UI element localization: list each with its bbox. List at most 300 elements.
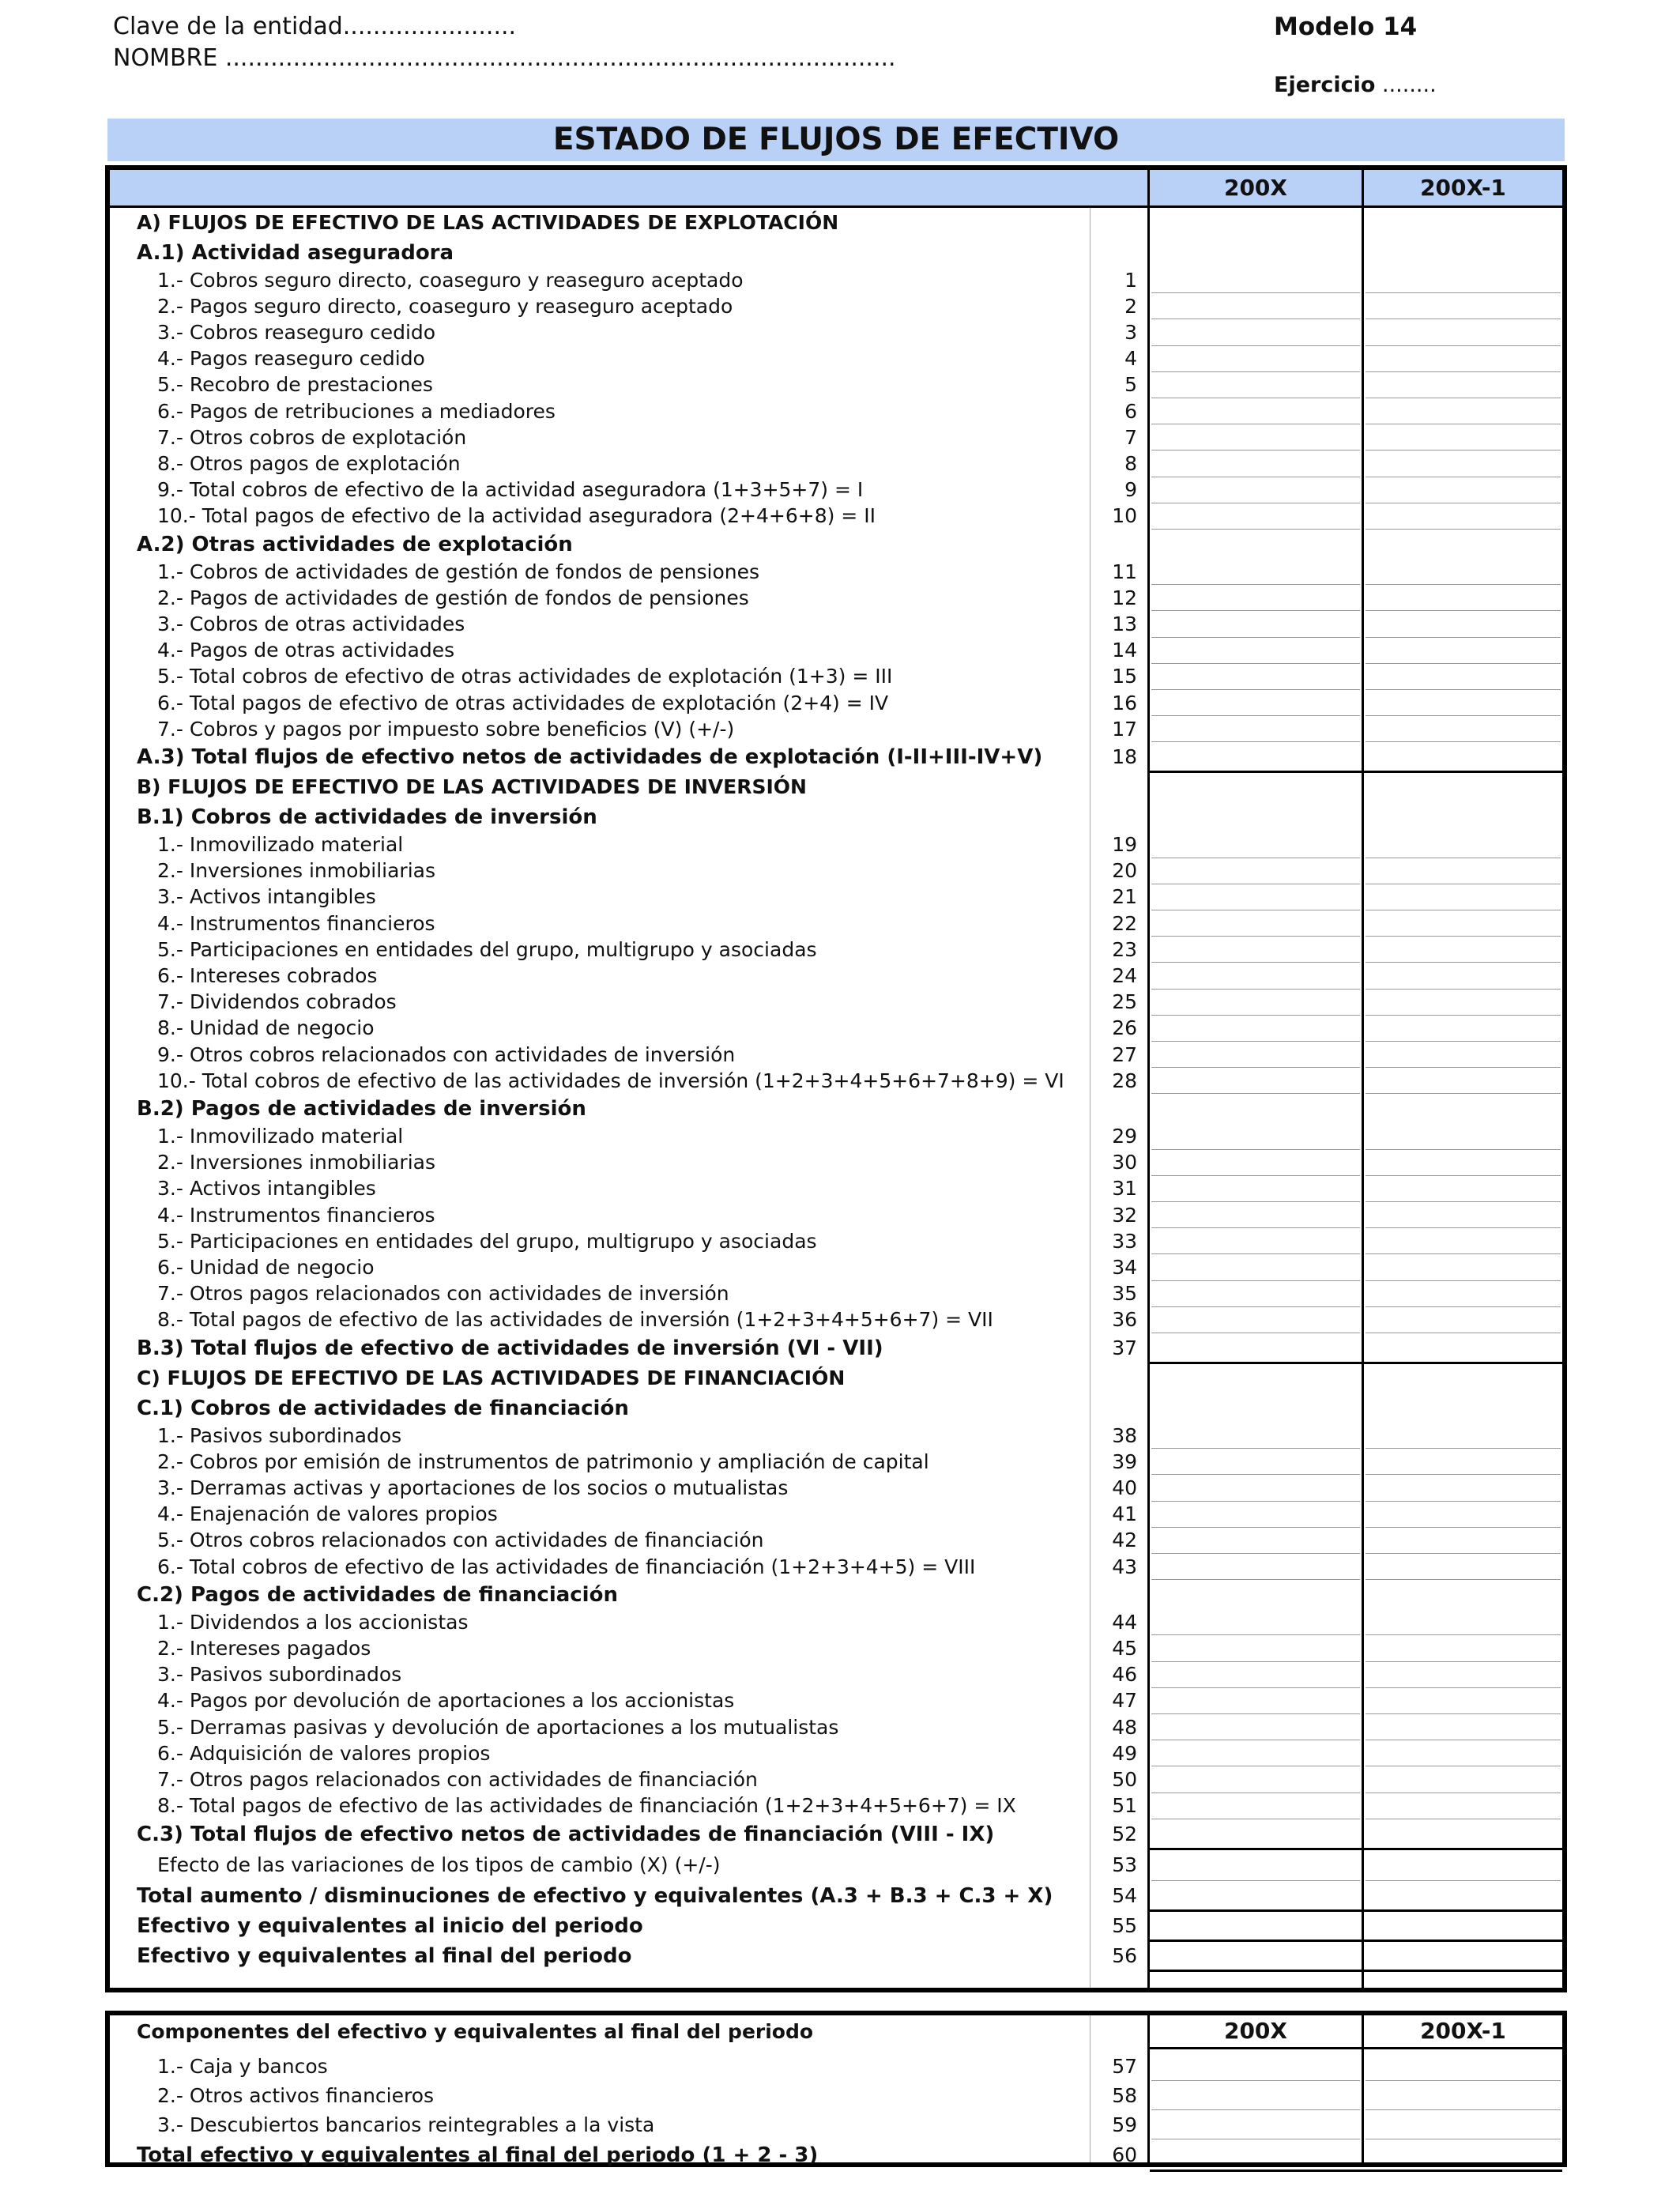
row-label: B.1) Cobros de actividades de inversión	[137, 805, 597, 829]
fiscal-year-label: Ejercicio	[1274, 73, 1376, 97]
table-row	[110, 585, 1562, 611]
value-cell-previous[interactable]	[1365, 1176, 1561, 1202]
value-cell-previous[interactable]	[1365, 1609, 1561, 1635]
row-code: 37	[1112, 1336, 1137, 1359]
value-cell-previous[interactable]	[1365, 1228, 1561, 1254]
value-cell-current[interactable]	[1151, 1254, 1360, 1280]
value-cell-previous[interactable]	[1365, 1042, 1561, 1068]
row-label: 5.- Recobro de prestaciones	[157, 373, 433, 397]
value-cell-previous[interactable]	[1365, 1662, 1561, 1688]
row-label: 3.- Cobros reaseguro cedido	[157, 320, 436, 344]
row-label: 7.- Otros pagos relacionados con actividades de financiación	[157, 1767, 758, 1791]
value-cell-previous[interactable]	[1365, 1941, 1561, 1971]
value-cell-previous[interactable]	[1365, 963, 1561, 989]
value-cell-previous[interactable]	[1365, 559, 1561, 585]
row-label: A.1) Actividad aseguradora	[137, 240, 454, 265]
value-cell-previous[interactable]	[1365, 1881, 1561, 1911]
row-code: 44	[1112, 1610, 1137, 1634]
row-code: 59	[1112, 2113, 1137, 2136]
table-row	[110, 1150, 1562, 1176]
value-cell-previous[interactable]	[1365, 831, 1561, 858]
value-cell-current[interactable]	[1151, 1714, 1360, 1740]
value-cell-previous[interactable]	[1365, 1740, 1561, 1766]
value-cell-previous[interactable]	[1365, 450, 1561, 477]
table-row	[110, 477, 1562, 503]
row-code: 27	[1112, 1042, 1137, 1066]
value-cell-current[interactable]	[1151, 1849, 1360, 1881]
row-label: Total aumento / disminuciones de efectivo y equivalentes (A.3 + B.3 + C.3 + X)	[137, 1883, 1053, 1908]
value-cell-current[interactable]	[1151, 937, 1360, 963]
table-row	[110, 1123, 1562, 1149]
value-cell-current[interactable]	[1151, 450, 1360, 477]
value-cell-current[interactable]	[1151, 398, 1360, 424]
row-label: 7.- Otros pagos relacionados con actividades de inversión	[157, 1282, 729, 1306]
row-label: 6.- Intereses cobrados	[157, 963, 378, 987]
row-label: 6.- Adquisición de valores propios	[157, 1741, 491, 1765]
table-row	[110, 2139, 1562, 2171]
table-row	[110, 398, 1562, 424]
value-cell-previous[interactable]	[1365, 1911, 1561, 1941]
fiscal-year-dots: ........	[1382, 73, 1437, 97]
row-label: 7.- Dividendos cobrados	[157, 990, 397, 1014]
row-code: 50	[1112, 1767, 1137, 1791]
value-cell-current[interactable]	[1151, 1333, 1360, 1363]
value-cell-current[interactable]	[1151, 1502, 1360, 1528]
table-row	[110, 1228, 1562, 1254]
value-cell-previous[interactable]	[1365, 293, 1561, 319]
row-code: 18	[1112, 745, 1137, 769]
components-header-current: 200X	[1223, 2018, 1288, 2044]
row-label: B.3) Total flujos de efectivo de actividades de inversión (VI - VII)	[137, 1336, 883, 1360]
row-code: 3	[1124, 320, 1137, 344]
value-cell-previous[interactable]	[1365, 346, 1561, 372]
value-cell-current[interactable]	[1151, 372, 1360, 398]
value-cell-current[interactable]	[1151, 742, 1360, 772]
row-code: 7	[1124, 425, 1137, 449]
row-code: 6	[1124, 399, 1137, 423]
table-row	[110, 638, 1562, 664]
table-row	[110, 1941, 1562, 1971]
value-cell-current[interactable]	[1151, 293, 1360, 319]
total-separator	[1150, 2169, 1562, 2172]
table-row	[110, 1254, 1562, 1280]
row-code: 34	[1112, 1255, 1137, 1279]
row-label: 2.- Inversiones inmobiliarias	[157, 1151, 435, 1174]
row-label: 5.- Derramas pasivas y devolución de aportaciones a los mutualistas	[157, 1715, 839, 1739]
value-cell-previous[interactable]	[1365, 1068, 1561, 1094]
value-cell-previous[interactable]	[1365, 424, 1561, 450]
row-label: 4.- Instrumentos financieros	[157, 1203, 435, 1227]
table-row	[110, 1714, 1562, 1740]
value-cell-previous[interactable]	[1365, 1849, 1561, 1881]
value-cell-current[interactable]	[1151, 503, 1360, 530]
value-cell-current[interactable]	[1151, 690, 1360, 716]
row-code: 10	[1112, 504, 1137, 528]
row-code: 23	[1112, 937, 1137, 961]
value-cell-current[interactable]	[1151, 1176, 1360, 1202]
row-label: B) FLUJOS DE EFECTIVO DE LAS ACTIVIDADES DE INVERSIÓN	[137, 775, 807, 799]
value-cell-previous[interactable]	[1365, 1123, 1561, 1149]
value-cell-previous[interactable]	[1365, 1202, 1561, 1228]
table-row	[110, 293, 1562, 319]
value-cell-current[interactable]	[1151, 884, 1360, 910]
table-row	[110, 802, 1562, 831]
row-label: 9.- Otros cobros relacionados con actividades de inversión	[157, 1042, 736, 1066]
row-code: 55	[1112, 1913, 1137, 1937]
row-code: 41	[1112, 1502, 1137, 1526]
row-code: 45	[1112, 1636, 1137, 1660]
value-cell-current[interactable]	[1151, 1881, 1360, 1911]
table-row	[110, 238, 1562, 267]
row-label: 2.- Pagos seguro directo, coaseguro y reaseguro aceptado	[157, 294, 733, 318]
row-label: 1.- Inmovilizado material	[157, 1124, 404, 1148]
row-code: 25	[1112, 990, 1137, 1014]
row-label: 4.- Pagos por devolución de aportaciones a los accionistas	[157, 1689, 735, 1713]
value-cell-previous[interactable]	[1365, 1714, 1561, 1740]
table-row	[110, 611, 1562, 637]
row-label: 3.- Activos intangibles	[157, 885, 376, 909]
table-row	[110, 2052, 1562, 2081]
value-cell-previous[interactable]	[1365, 2110, 1561, 2139]
value-cell-current[interactable]	[1151, 990, 1360, 1016]
value-cell-previous[interactable]	[1365, 1333, 1561, 1363]
table-row	[110, 990, 1562, 1016]
row-label: 2.- Cobros por emisión de instrumentos de patrimonio y ampliación de capital	[157, 1449, 929, 1473]
row-code: 51	[1112, 1794, 1137, 1818]
table-row	[110, 742, 1562, 772]
value-cell-current[interactable]	[1151, 1941, 1360, 1971]
row-code: 17	[1112, 717, 1137, 741]
table-row	[110, 1307, 1562, 1333]
row-label: 4.- Instrumentos financieros	[157, 911, 435, 935]
table-row	[110, 1502, 1562, 1528]
row-code: 52	[1112, 1822, 1137, 1845]
table-row	[110, 1580, 1562, 1609]
row-label: 6.- Unidad de negocio	[157, 1255, 375, 1279]
value-cell-previous[interactable]	[1365, 2081, 1561, 2110]
table-row	[110, 1881, 1562, 1911]
value-cell-current[interactable]	[1151, 910, 1360, 937]
table-row	[110, 2110, 1562, 2139]
value-cell-previous[interactable]	[1365, 1281, 1561, 1307]
row-code: 60	[1112, 2143, 1137, 2166]
table-row	[110, 1281, 1562, 1307]
row-label: 9.- Total cobros de efectivo de la actividad aseguradora (1+3+5+7) = I	[157, 478, 864, 502]
row-label: 2.- Otros activos financieros	[157, 2083, 435, 2107]
table-row	[110, 1475, 1562, 1501]
row-label: C.3) Total flujos de efectivo netos de actividades de financiación (VIII - IX)	[137, 1822, 995, 1846]
table-row	[110, 772, 1562, 802]
value-cell-previous[interactable]	[1365, 1502, 1561, 1528]
value-cell-current[interactable]	[1151, 346, 1360, 372]
row-code: 21	[1112, 885, 1137, 909]
table-row	[110, 1068, 1562, 1094]
value-cell-previous[interactable]	[1365, 1688, 1561, 1714]
value-cell-current[interactable]	[1151, 831, 1360, 858]
row-label: A.3) Total flujos de efectivo netos de actividades de explotación (I-II+III-IV+V)	[137, 745, 1043, 770]
value-cell-current[interactable]	[1151, 1123, 1360, 1149]
value-cell-previous[interactable]	[1365, 716, 1561, 742]
row-code: 1	[1124, 268, 1137, 292]
value-cell-previous[interactable]	[1365, 1016, 1561, 1042]
value-cell-current[interactable]	[1151, 1042, 1360, 1068]
row-code: 30	[1112, 1151, 1137, 1174]
row-code: 42	[1112, 1529, 1137, 1552]
row-label: 5.- Participaciones en entidades del grupo, multigrupo y asociadas	[157, 1229, 817, 1253]
table-row	[110, 1176, 1562, 1202]
page-title: ESTADO DE FLUJOS DE EFECTIVO	[107, 119, 1565, 161]
name-field[interactable]: NOMBRE .........................................................................................	[113, 44, 896, 72]
value-cell-current[interactable]	[1151, 1202, 1360, 1228]
value-cell-previous[interactable]	[1365, 2052, 1561, 2081]
row-code: 9	[1124, 478, 1137, 502]
row-label: 10.- Total cobros de efectivo de las actividades de inversión (1+2+3+4+5+6+7+8+9) = VI	[157, 1069, 1064, 1092]
value-cell-current[interactable]	[1151, 424, 1360, 450]
value-cell-current[interactable]	[1151, 1740, 1360, 1766]
table-row	[110, 1094, 1562, 1123]
table-row	[110, 450, 1562, 477]
table-row	[110, 858, 1562, 884]
row-code: 39	[1112, 1449, 1137, 1473]
value-cell-previous[interactable]	[1365, 319, 1561, 345]
row-label: C) FLUJOS DE EFECTIVO DE LAS ACTIVIDADES DE FINANCIACIÓN	[137, 1367, 846, 1389]
row-label: 3.- Pasivos subordinados	[157, 1663, 402, 1687]
value-cell-current[interactable]	[1151, 611, 1360, 637]
table-row	[110, 1554, 1562, 1580]
value-cell-previous[interactable]	[1365, 1819, 1561, 1849]
row-label: 6.- Total cobros de efectivo de las actividades de financiación (1+2+3+4+5) = VIII	[157, 1555, 976, 1578]
row-code: 8	[1124, 451, 1137, 475]
row-code: 32	[1112, 1203, 1137, 1227]
row-label: 8.- Otros pagos de explotación	[157, 451, 461, 475]
table-row	[110, 1688, 1562, 1714]
components-header-rule	[1150, 2047, 1562, 2049]
value-cell-previous[interactable]	[1365, 1423, 1561, 1449]
value-cell-current[interactable]	[1151, 1068, 1360, 1094]
value-cell-previous[interactable]	[1365, 990, 1561, 1016]
value-cell-previous[interactable]	[1365, 690, 1561, 716]
value-cell-previous[interactable]	[1365, 267, 1561, 293]
value-cell-previous[interactable]	[1365, 372, 1561, 398]
table-row	[110, 716, 1562, 742]
value-cell-current[interactable]	[1151, 1528, 1360, 1554]
value-cell-current[interactable]	[1151, 1688, 1360, 1714]
table-row	[110, 1016, 1562, 1042]
value-cell-current[interactable]	[1151, 1793, 1360, 1819]
row-code: 48	[1112, 1715, 1137, 1739]
value-cell-previous[interactable]	[1365, 1793, 1561, 1819]
value-cell-current[interactable]	[1151, 585, 1360, 611]
value-cell-current[interactable]	[1151, 1662, 1360, 1688]
cash-flow-table	[105, 165, 1567, 1992]
table-row	[110, 1911, 1562, 1941]
row-code: 53	[1112, 1853, 1137, 1876]
entity-key-field[interactable]: Clave de la entidad.......................	[113, 13, 517, 40]
table-row	[110, 346, 1562, 372]
table-row	[110, 530, 1562, 559]
table-row	[110, 2081, 1562, 2110]
row-code: 26	[1112, 1016, 1137, 1040]
row-code: 20	[1112, 859, 1137, 883]
value-cell-previous[interactable]	[1365, 611, 1561, 637]
table-row	[110, 664, 1562, 690]
row-label: 10.- Total pagos de efectivo de la actividad aseguradora (2+4+6+8) = II	[157, 504, 876, 528]
row-code: 29	[1112, 1124, 1137, 1148]
row-label: 1.- Pasivos subordinados	[157, 1423, 402, 1447]
value-cell-current[interactable]	[1151, 1307, 1360, 1333]
table-row	[110, 690, 1562, 716]
row-code: 47	[1112, 1689, 1137, 1713]
table-row	[110, 1363, 1562, 1393]
table-row	[110, 1819, 1562, 1849]
value-cell-previous[interactable]	[1365, 858, 1561, 884]
row-label: 4.- Pagos reaseguro cedido	[157, 347, 425, 371]
value-cell-current[interactable]	[1151, 2110, 1360, 2139]
value-cell-current[interactable]	[1151, 319, 1360, 345]
value-cell-previous[interactable]	[1365, 1528, 1561, 1554]
components-table	[105, 2011, 1567, 2167]
components-title: Componentes del efectivo y equivalentes al final del periodo	[137, 2020, 814, 2043]
row-code: 38	[1112, 1423, 1137, 1447]
row-code: 4	[1124, 347, 1137, 371]
value-cell-current[interactable]	[1151, 858, 1360, 884]
value-cell-current[interactable]	[1151, 477, 1360, 503]
fiscal-year-field[interactable]	[1274, 73, 1437, 97]
row-label: 5.- Participaciones en entidades del grupo, multigrupo y asociadas	[157, 937, 817, 961]
value-cell-current[interactable]	[1151, 1150, 1360, 1176]
row-label: A.2) Otras actividades de explotación	[137, 532, 573, 556]
row-label: 7.- Otros cobros de explotación	[157, 425, 467, 449]
value-cell-current[interactable]	[1151, 1281, 1360, 1307]
value-cell-current[interactable]	[1151, 2052, 1360, 2081]
table-row	[110, 831, 1562, 858]
table-row	[110, 1449, 1562, 1475]
row-code: 56	[1112, 1943, 1137, 1967]
row-label: 1.- Cobros de actividades de gestión de fondos de pensiones	[157, 560, 759, 583]
table-row	[110, 1635, 1562, 1661]
row-code: 15	[1112, 665, 1137, 688]
row-label: 5.- Otros cobros relacionados con actividades de financiación	[157, 1529, 764, 1552]
row-code: 35	[1112, 1282, 1137, 1306]
row-code: 31	[1112, 1177, 1137, 1201]
value-cell-current[interactable]	[1151, 1475, 1360, 1501]
value-cell-previous[interactable]	[1365, 1766, 1561, 1793]
table-row	[110, 884, 1562, 910]
value-cell-previous[interactable]	[1365, 1254, 1561, 1280]
row-label: 3.- Activos intangibles	[157, 1177, 376, 1201]
value-cell-previous[interactable]	[1365, 477, 1561, 503]
row-label: 1.- Cobros seguro directo, coaseguro y reaseguro aceptado	[157, 268, 744, 292]
row-label: 4.- Pagos de otras actividades	[157, 639, 455, 662]
table-row	[110, 1793, 1562, 1819]
row-code: 58	[1112, 2083, 1137, 2107]
table-row	[110, 1423, 1562, 1449]
value-cell-current[interactable]	[1151, 664, 1360, 690]
value-cell-current[interactable]	[1151, 1016, 1360, 1042]
value-cell-current[interactable]	[1151, 1423, 1360, 1449]
row-code: 43	[1112, 1555, 1137, 1578]
row-label: 2.- Pagos de actividades de gestión de fondos de pensiones	[157, 586, 749, 609]
row-label: A) FLUJOS DE EFECTIVO DE LAS ACTIVIDADES DE EXPLOTACIÓN	[137, 211, 839, 234]
row-code: 12	[1112, 586, 1137, 609]
value-cell-previous[interactable]	[1365, 1554, 1561, 1580]
value-cell-current[interactable]	[1151, 1228, 1360, 1254]
value-cell-previous[interactable]	[1365, 664, 1561, 690]
value-cell-current[interactable]	[1151, 2139, 1360, 2171]
value-cell-previous[interactable]	[1365, 638, 1561, 664]
row-label: 8.- Total pagos de efectivo de las actividades de financiación (1+2+3+4+5+6+7) = IX	[157, 1794, 1016, 1818]
value-cell-previous[interactable]	[1365, 585, 1561, 611]
row-label: 5.- Total cobros de efectivo de otras actividades de explotación (1+3) = III	[157, 665, 893, 688]
value-cell-current[interactable]	[1151, 559, 1360, 585]
row-label: Efectivo y equivalentes al inicio del periodo	[137, 1913, 643, 1938]
row-label: 2.- Inversiones inmobiliarias	[157, 859, 435, 883]
value-cell-previous[interactable]	[1365, 398, 1561, 424]
value-cell-current[interactable]	[1151, 267, 1360, 293]
row-code: 54	[1112, 1883, 1137, 1907]
row-label: 4.- Enajenación de valores propios	[157, 1502, 498, 1526]
table-row	[110, 1609, 1562, 1635]
row-label: 8.- Unidad de negocio	[157, 1016, 375, 1040]
table-row	[110, 1333, 1562, 1363]
table-row	[110, 267, 1562, 293]
value-cell-current[interactable]	[1151, 1766, 1360, 1793]
table-row	[110, 910, 1562, 937]
value-cell-previous[interactable]	[1365, 1150, 1561, 1176]
value-cell-current[interactable]	[1151, 716, 1360, 742]
row-label: Efectivo y equivalentes al final del periodo	[137, 1943, 632, 1968]
value-cell-previous[interactable]	[1365, 910, 1561, 937]
table-row	[110, 1393, 1562, 1423]
value-cell-previous[interactable]	[1365, 1635, 1561, 1661]
row-label: 6.- Pagos de retribuciones a mediadores	[157, 399, 556, 423]
value-cell-previous[interactable]	[1365, 1307, 1561, 1333]
value-cell-previous[interactable]	[1365, 503, 1561, 530]
table-row	[110, 319, 1562, 345]
value-cell-current[interactable]	[1151, 1449, 1360, 1475]
value-cell-current[interactable]	[1151, 1911, 1360, 1941]
row-code: 36	[1112, 1308, 1137, 1332]
value-cell-current[interactable]	[1151, 638, 1360, 664]
value-cell-current[interactable]	[1151, 1635, 1360, 1661]
row-label: Total efectivo y equivalentes al final del periodo (1 + 2 - 3)	[137, 2143, 819, 2167]
value-cell-previous[interactable]	[1365, 1449, 1561, 1475]
total-separator	[1150, 1970, 1562, 1972]
table-row	[110, 1849, 1562, 1881]
value-cell-previous[interactable]	[1365, 2139, 1561, 2171]
row-code: 28	[1112, 1069, 1137, 1092]
table-row	[110, 1042, 1562, 1068]
value-cell-previous[interactable]	[1365, 884, 1561, 910]
row-code: 46	[1112, 1663, 1137, 1687]
row-code: 24	[1112, 963, 1137, 987]
row-label: 1.- Dividendos a los accionistas	[157, 1610, 469, 1634]
value-cell-current[interactable]	[1151, 2081, 1360, 2110]
row-label: 1.- Inmovilizado material	[157, 832, 404, 856]
table-row	[110, 1528, 1562, 1554]
row-label: 6.- Total pagos de efectivo de otras actividades de explotación (2+4) = IV	[157, 691, 889, 714]
value-cell-previous[interactable]	[1365, 1475, 1561, 1501]
value-cell-current[interactable]	[1151, 1609, 1360, 1635]
row-code: 40	[1112, 1476, 1137, 1499]
value-cell-current[interactable]	[1151, 1819, 1360, 1849]
table-row	[110, 1740, 1562, 1766]
column-header-current: 200X	[1223, 175, 1288, 201]
value-cell-current[interactable]	[1151, 963, 1360, 989]
value-cell-previous[interactable]	[1365, 742, 1561, 772]
value-cell-current[interactable]	[1151, 1554, 1360, 1580]
value-cell-previous[interactable]	[1365, 937, 1561, 963]
